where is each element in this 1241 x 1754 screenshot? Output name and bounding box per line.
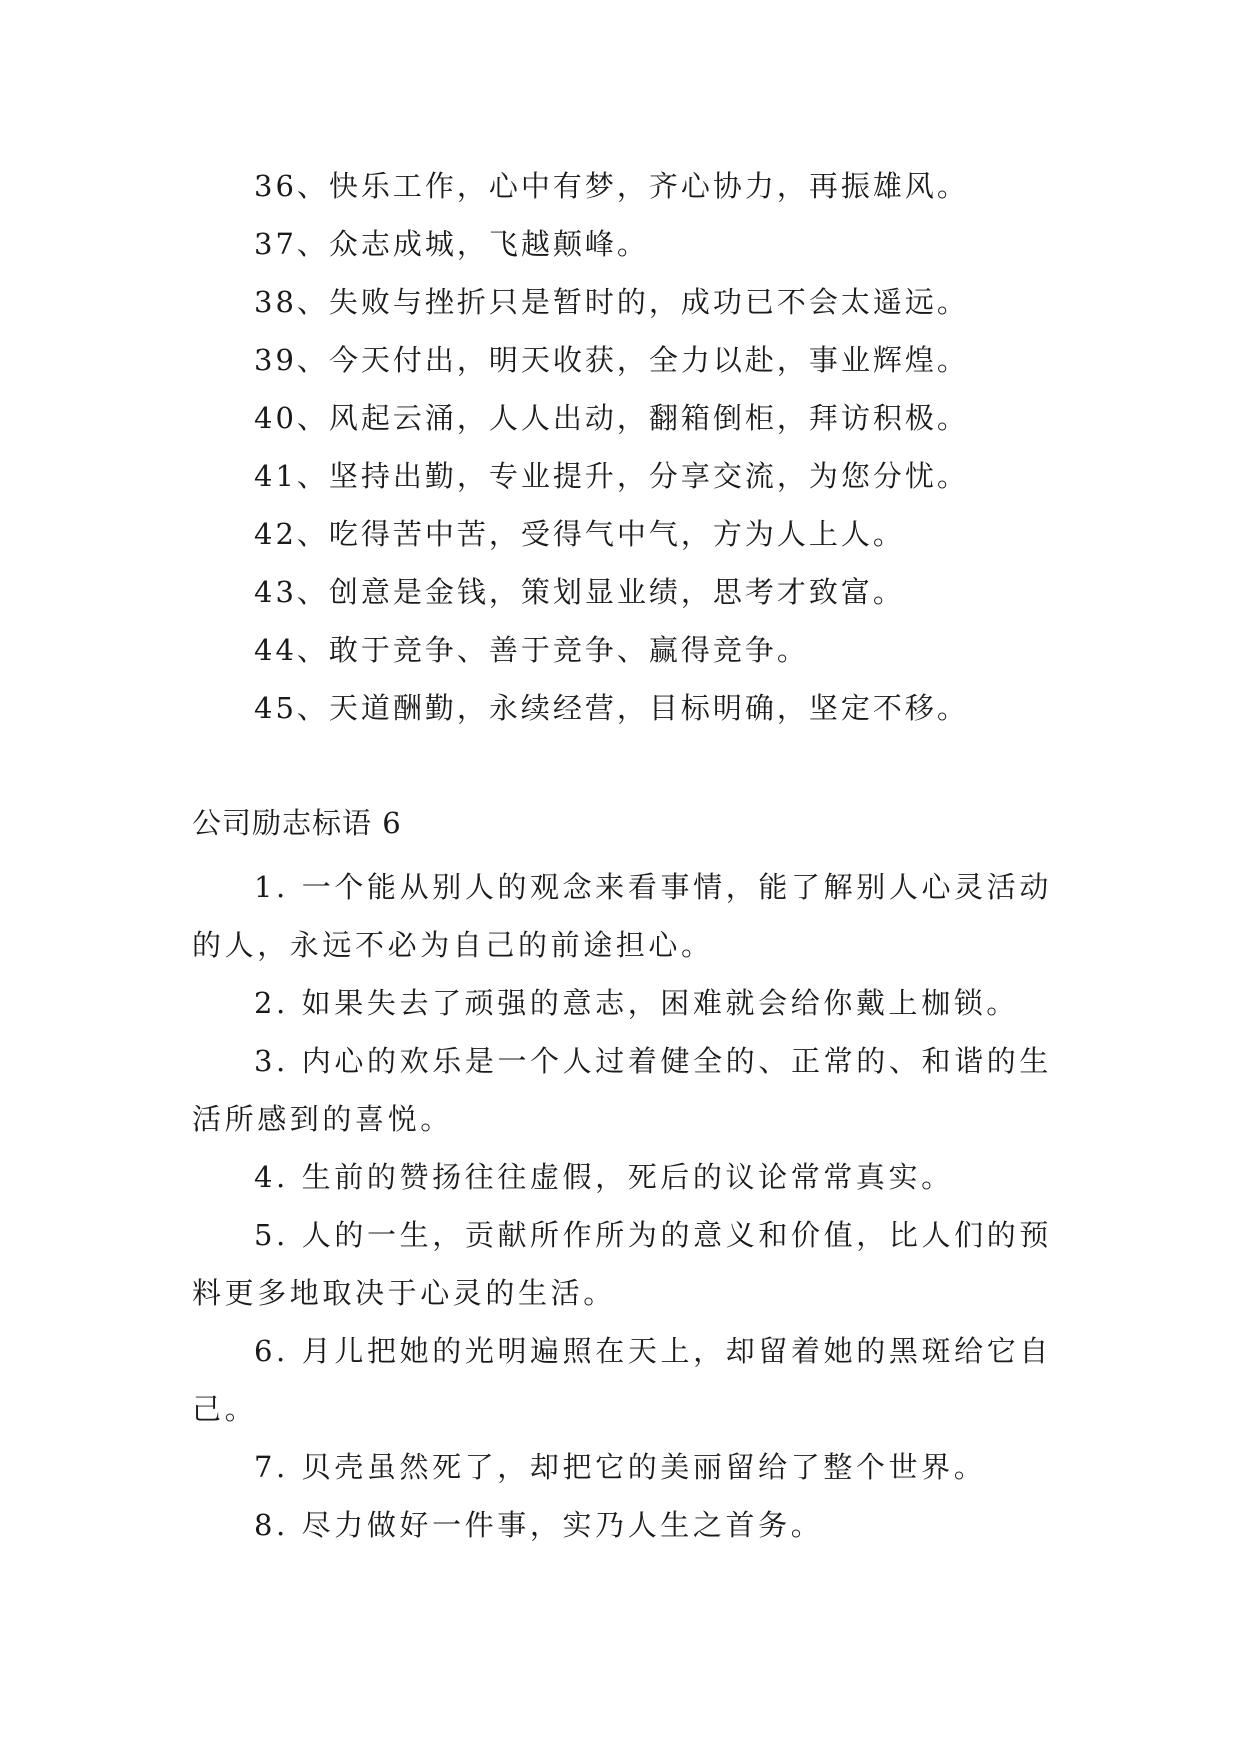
list-item: 45、天道酬勤，永续经营，目标明确，坚定不移。 [254,691,969,725]
list-item: 37、众志成城，飞越颠峰。 [254,227,649,261]
list-item: 42、吃得苦中苦，受得气中气，方为人上人。 [254,517,905,551]
quote-list [192,858,1052,1554]
list-item: 3. 内心的欢乐是一个人过着健全的、正常的、和谐的生活所感到的喜悦。 [192,1044,1052,1136]
section-heading: 公司励志标语 6 [192,806,402,840]
list-item: 8. 尽力做好一件事，实乃人生之首务。 [254,1508,824,1542]
list-item: 38、失败与挫折只是暂时的，成功已不会太遥远。 [254,285,969,319]
list-item: 2. 如果失去了顽强的意志，困难就会给你戴上枷锁。 [254,986,1019,1020]
list-item: 44、敢于竞争、善于竞争、赢得竞争。 [254,633,809,667]
list-item: 6. 月儿把她的光明遍照在天上，却留着她的黑斑给它自己。 [192,1334,1052,1426]
list-item: 5. 人的一生，贡献所作所为的意义和价值，比人们的预料更多地取决于心灵的生活。 [192,1218,1052,1310]
list-item: 4. 生前的赞扬往往虚假，死后的议论常常真实。 [254,1160,954,1194]
list-item: 1. 一个能从别人的观念来看事情，能了解别人心灵活动的人，永远不必为自己的前途担心。 [192,870,1052,962]
slogan-list-36-45 [254,157,1114,737]
list-item: 40、风起云涌，人人出动，翻箱倒柜，拜访积极。 [254,401,969,435]
list-item: 7. 贝壳虽然死了，却把它的美丽留给了整个世界。 [254,1450,987,1484]
list-item: 43、创意是金钱，策划显业绩，思考才致富。 [254,575,905,609]
list-item: 36、快乐工作，心中有梦，齐心协力，再振雄风。 [254,169,969,203]
list-item: 41、坚持出勤，专业提升，分享交流，为您分忧。 [254,459,969,493]
list-item: 39、今天付出，明天收获，全力以赴，事业辉煌。 [254,343,969,377]
